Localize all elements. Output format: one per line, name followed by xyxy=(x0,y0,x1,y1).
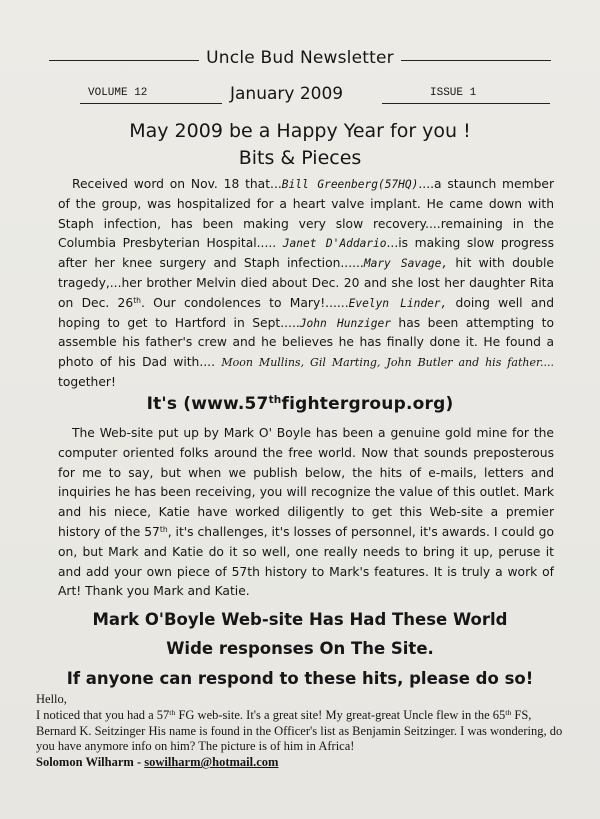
bits-and-pieces-text xyxy=(58,175,554,393)
responses-heading-line1: Mark O'Boyle Web-site Has Had These World xyxy=(92,610,508,629)
masthead-rule-left xyxy=(49,60,199,61)
website-paragraph: The Web-site put up by Mark O' Boyle has been a genuine gold mine for the computer oriented folks around the free world. Now that sounds preposterous for me to say, but when we publish below, the hits of e-mails, letters and inquiries he has been receiving, you will recognize the value of this outlet. Mark and his niece, Katie have worked diligently to get this Web-site a premier history of the 57th, it's challenges, it's losses of personnel, it's awards. I could go on, but Mark and Katie do it so well, one really needs to bring it up, peruse it and add your own piece of 57th history to Mark's features. It is truly a work of Art! Thank you Mark and Katie. xyxy=(58,426,554,599)
email-link[interactable]: sowilharm@hotmail.com xyxy=(144,755,279,770)
masthead xyxy=(0,48,600,68)
issue-date: January 2009 xyxy=(230,84,344,104)
section-title-bits: Bits & Pieces xyxy=(238,147,362,169)
names-crew: Moon Mullins, Gil Marting, John Butler and his father.... xyxy=(221,356,554,370)
main-headline: May 2009 be a Happy Year for you ! xyxy=(129,120,471,142)
name-bill-greenberg: Bill Greenberg(57HQ) xyxy=(281,178,419,191)
newsletter-title: Uncle Bud Newsletter xyxy=(206,48,394,68)
responses-heading-line3: If anyone can respond to these hits, please do so! xyxy=(66,669,534,688)
volume-label: VOLUME 12 xyxy=(88,87,148,99)
letter-body: I noticed that you had a 57th FG web-site. It's a great site! My great-great Uncle flew in the 65th FS, Bernard K. Seitzinger His name is found in the Officer's list as Benjamin Seitzinger. I was wondering, do you have anymore info on him? The picture is of him in Africa! xyxy=(36,707,563,754)
letter-greeting: Hello, xyxy=(36,692,67,706)
issue-line xyxy=(80,84,550,106)
name-john-hunziger: John Hunziger xyxy=(299,316,391,330)
issue-rule-right xyxy=(382,103,550,104)
name-mary-savage: Mary Savage, xyxy=(363,257,449,271)
responses-heading-line2: Wide responses On The Site. xyxy=(166,639,434,658)
letter-block xyxy=(36,692,572,771)
website-title: It's (www.57thfightergroup.org) xyxy=(146,394,454,414)
masthead-rule-right xyxy=(401,60,551,61)
name-janet-daddario: Janet D'Addario xyxy=(282,237,387,251)
issue-rule-left xyxy=(80,103,222,104)
name-evelyn-linder: Evelyn Linder, xyxy=(348,296,448,310)
bits-paragraph: Received word on Nov. 18 that...Bill Greenberg(57HQ)....a staunch member of the group, was hospitalized for a heart valve implant. He came down with Staph infection, has been making very slow recovery....remaining in the Columbia Presbyterian Hospital..... Janet D'Addario...is making slow progress after her knee surgery and Staph infection......Mary Savage, hit with double tragedy,...her brother Melvin died about Dec. 20 and she lost her daughter Rita on Dec. 26th. Our condolences to Mary!......Evelyn Linder, doing well and hoping to get to Hartford in Sept.....John Hunziger has been attempting to assemble his father's crew and he believes he has finally done it. He found a photo of his Dad with.... Moon Mullins, Gil Marting, John Butler and his father.... together! xyxy=(58,177,555,389)
letter-signature: Solomon Wilharm - sowilharm@hotmail.com xyxy=(36,755,279,770)
issue-label: ISSUE 1 xyxy=(430,87,477,99)
